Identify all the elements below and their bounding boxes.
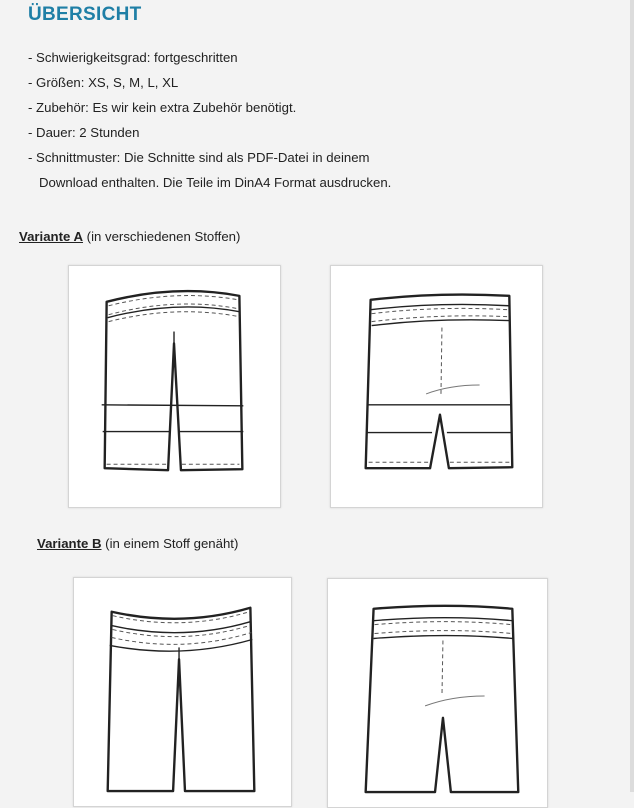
info-sizes: - Größen: XS, S, M, L, XL [28, 75, 179, 90]
shorts-back-plain-icon [328, 579, 547, 807]
overview-list [28, 45, 391, 195]
variant-b-heading [37, 536, 238, 551]
variant-a-note: (in verschiedenen Stoffen) [83, 229, 241, 244]
info-accessories: - Zubehör: Es wir kein extra Zubehör benötigt. [28, 100, 297, 115]
info-difficulty: - Schwierigkeitsgrad: fortgeschritten [28, 50, 238, 65]
variant-b-back-image [327, 578, 548, 808]
variant-a-back-image [330, 265, 543, 508]
page-title: ÜBERSICHT [28, 4, 142, 25]
variant-a-heading [19, 229, 240, 244]
info-pattern: - Schnittmuster: Die Schnitte sind als PDF-Datei in deinem [28, 150, 370, 165]
variant-b-front-image [73, 577, 292, 807]
variant-a-front-image [68, 265, 281, 508]
info-duration: - Dauer: 2 Stunden [28, 125, 140, 140]
shorts-front-plain-icon [74, 578, 291, 806]
info-pattern-continued: Download enthalten. Die Teile im DinA4 Format ausdrucken. [39, 175, 392, 190]
variant-b-name: Variante B [37, 536, 102, 551]
variant-a-name: Variante A [19, 229, 84, 244]
page-edge [630, 0, 634, 792]
shorts-front-paneled-icon [69, 266, 280, 507]
shorts-back-paneled-icon [331, 266, 542, 507]
variant-b-note: (in einem Stoff genäht) [101, 536, 239, 551]
